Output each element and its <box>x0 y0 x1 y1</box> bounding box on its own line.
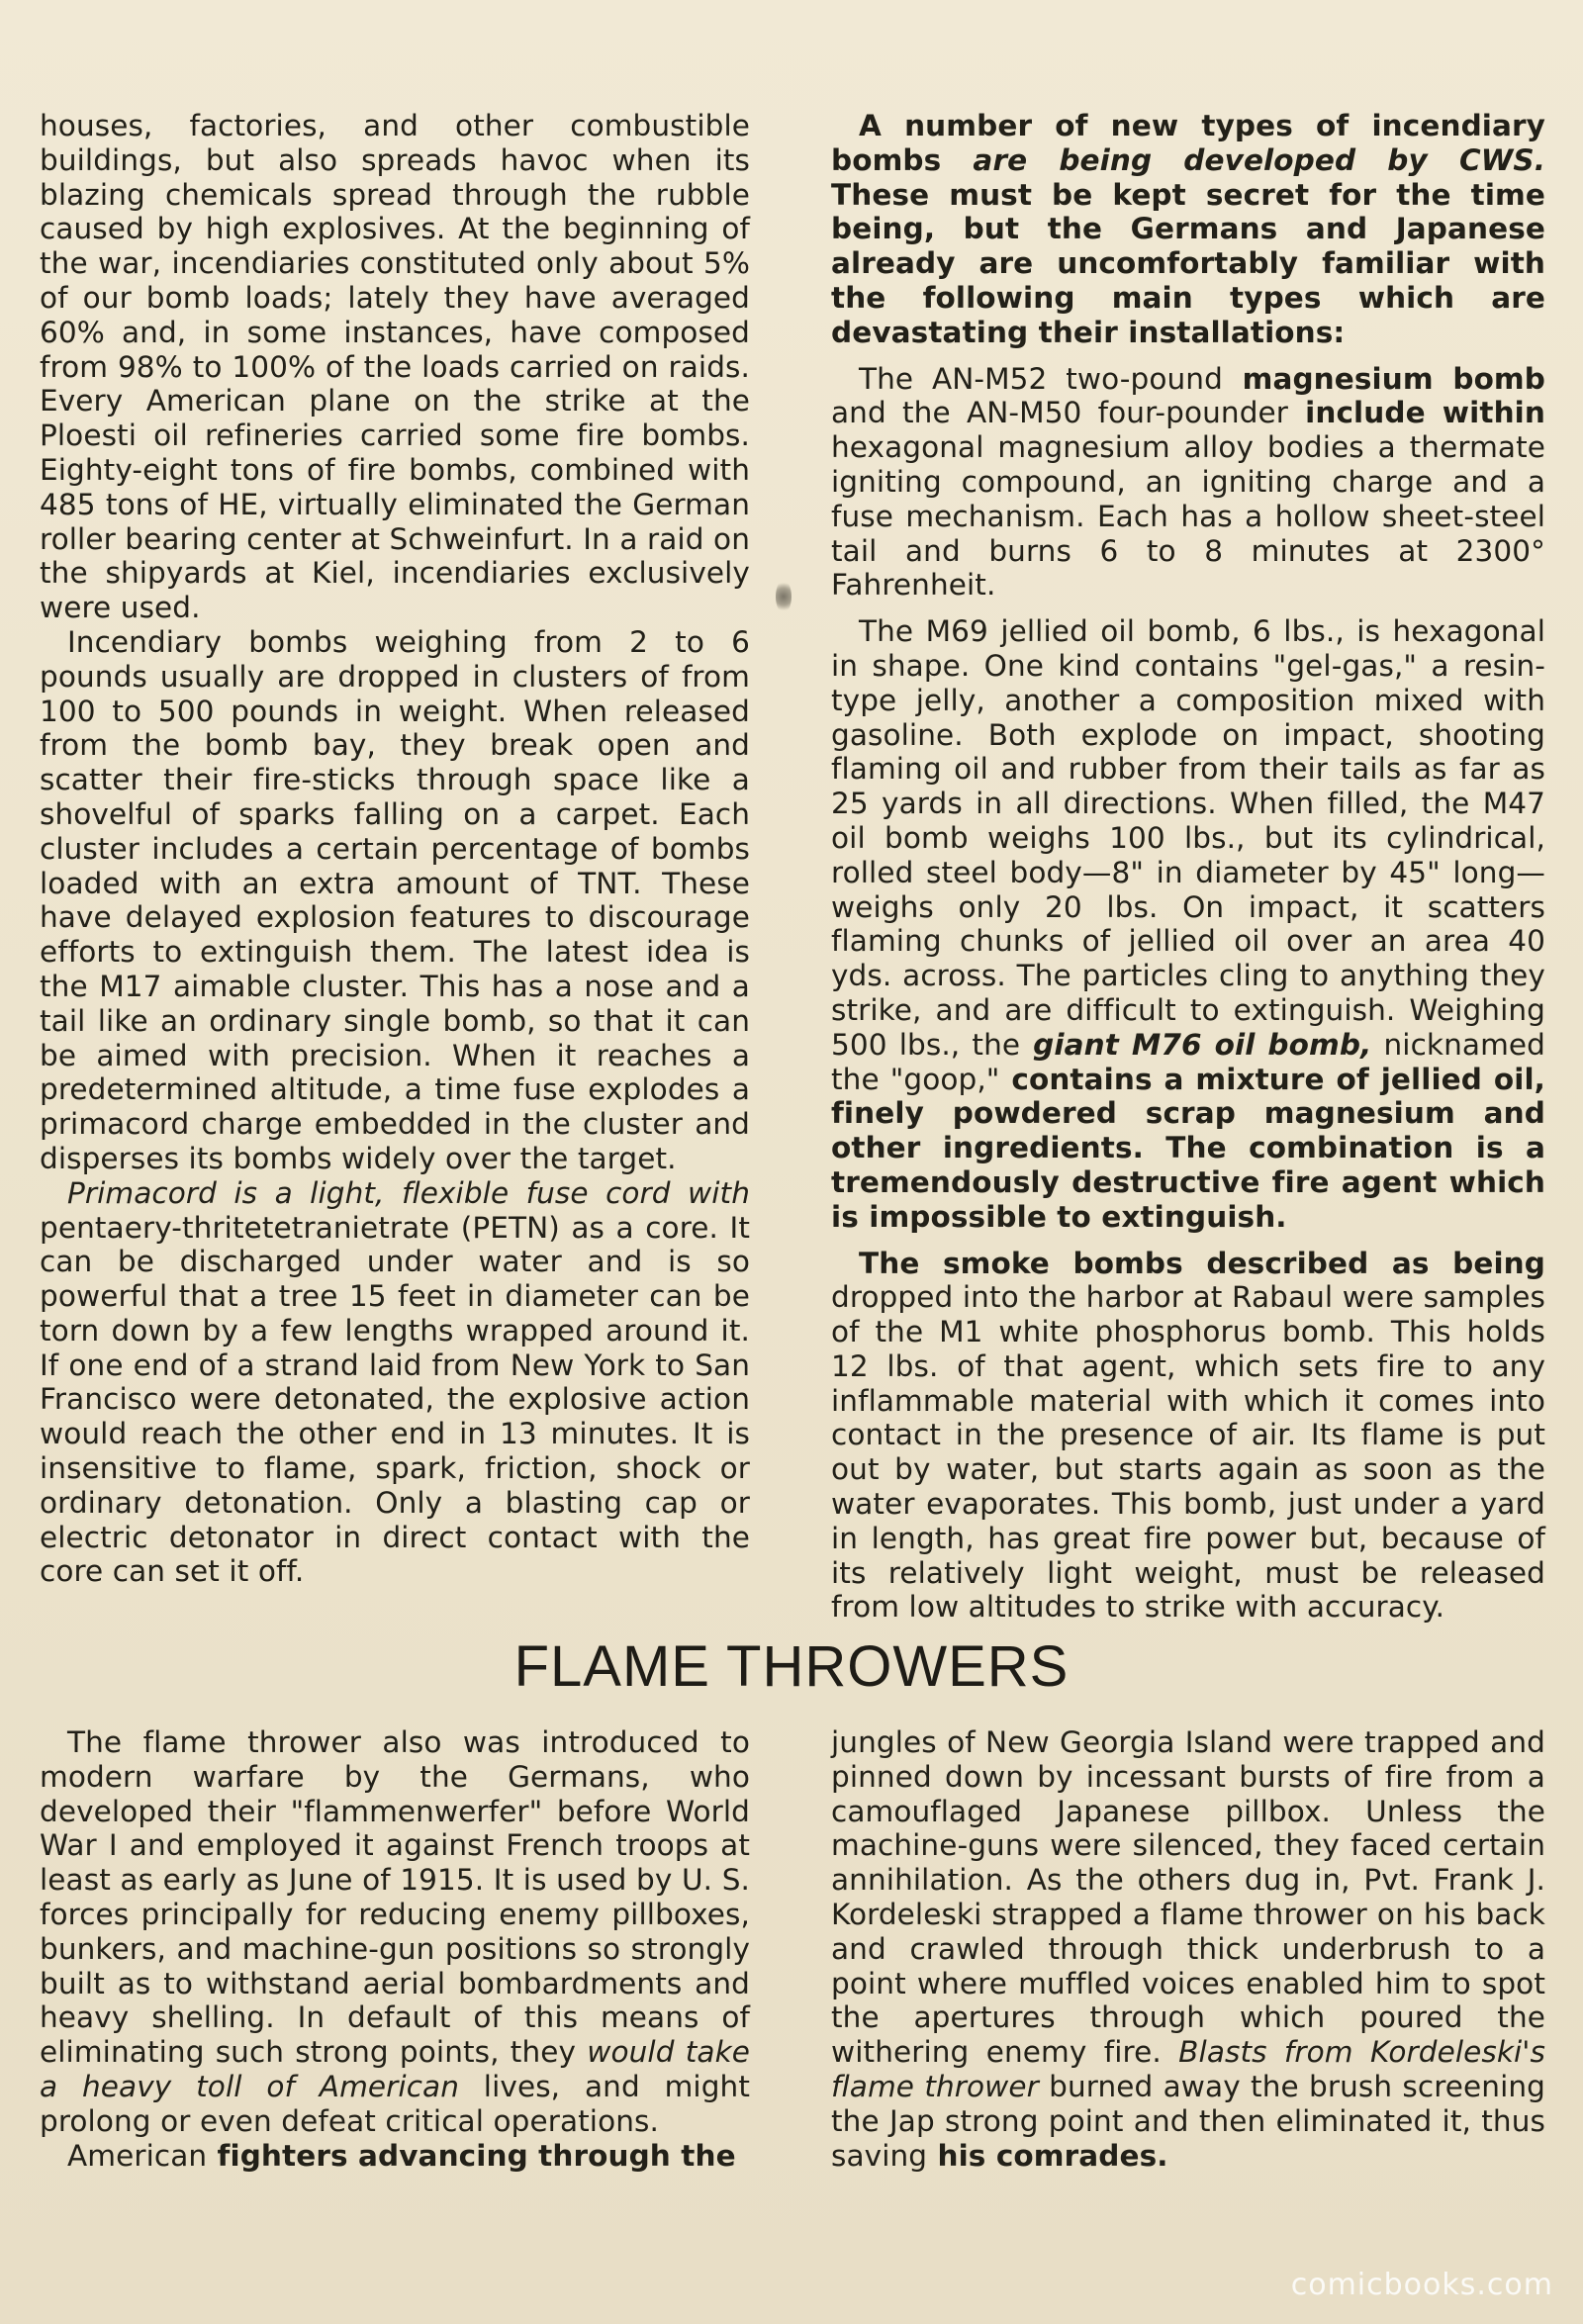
column-bottom-right <box>831 1725 1545 2173</box>
column-top-right <box>831 109 1545 1625</box>
paragraph: houses, factories, and other combustible buildings, but also spreads havoc when its blazing chemicals spread through the rubble caused by high explosives. At the beginning of the war, incendiaries constituted only about 5% of our bomb loads; lately they have averaged 60% and, in some instances, have composed from 98% to 100% of the loads carried on raids. Every American plane on the strike at the Ploesti oil refineries carried some fire bombs. Eighty-eight tons of fire bombs, combined with 485 tons of HE, virtually eliminated the German roller bearing center at Schweinfurt. In a raid on the shipyards at Kiel, incendiaries exclusively were used. <box>40 109 750 625</box>
column-top-left <box>40 109 750 1589</box>
paragraph: jungles of New Georgia Island were trapped and pinned down by incessant bursts of fire from a camouflaged Japanese pillbox. Unless the machine-guns were silenced, they faced certain annihilation. As the others dug in, Pvt. Frank J. Kordeleski strapped a flame thrower on his back and crawled through thick underbrush to a point where muffled voices enabled him to spot the apertures through which poured the withering enemy fire. Blasts from Kordeleski's flame thrower burned away the brush screening the Jap strong point and then eliminated it, thus saving his comrades. <box>831 1725 1545 2173</box>
paragraph: The flame thrower also was introduced to modern warfare by the Germans, who developed their "flammenwerfer" before World War I and employed it against French troops at least as early as June of 1915. It is used by U. S. forces principally for reducing enemy pillboxes, bunkers, and machine-gun positions so strongly built as to withstand aerial bombardments and heavy shelling. In default of this means of eliminating such strong points, they would take a heavy toll of American lives, and might prolong or even defeat critical operations. <box>40 1725 751 2138</box>
paragraph: The smoke bombs described as being dropped into the harbor at Rabaul were samples of the M1 white phosphorus bomb. This holds 12 lbs. of that agent, which sets fire to any inflammable material with which it comes into contact in the presence of air. Its flame is put out by water, but starts again as soon as the water evaporates. This bomb, just under a yard in length, has great fire power but, because of its relatively light weight, must be released from low altitudes to strike with accuracy. <box>831 1246 1545 1625</box>
paragraph: American fighters advancing through the <box>67 2138 736 2173</box>
paragraph: Incendiary bombs weighing from 2 to 6 pounds usually are dropped in clusters of from 100 to 500 pounds in weight. When released from the bomb bay, they break open and scatter their fire-sticks through space like a shovelful of sparks falling on a carpet. Each cluster includes a certain percentage of bombs loaded with an extra amount of TNT. These have delayed explosion features to discourage efforts to extinguish them. The latest idea is the M17 aimable cluster. This has a nose and a tail like an ordinary single bomb, so that it can be aimed with precision. When it reaches a predetermined altitude, a time fuse explodes a primacord charge embedded in the cluster and disperses its bombs widely over the target. <box>40 624 750 1175</box>
watermark: comicbooks.com <box>1290 2268 1553 2302</box>
paragraph: The AN-M52 two-pound magnesium bomb and the AN-M50 four-pounder include within hexagonal magnesium alloy bodies a thermate igniting compound, an igniting charge and a fuse mechanism. Each has a hollow sheet-steel tail and burns 6 to 8 minutes at 2300° Fahrenheit. <box>831 361 1545 603</box>
ink-smudge <box>776 580 792 613</box>
section-heading: FLAME THROWERS <box>513 1634 1070 1699</box>
paragraph: A number of new types of incendiary bombs are being developed by CWS. These must be kept secret for the time being, but the Germans and Japanese already are uncomfortably familiar with the following main types which are devastating their installations: <box>831 109 1545 349</box>
paragraph: The M69 jellied oil bomb, 6 lbs., is hexagonal in shape. One kind contains "gel-gas," a resin-type jelly, another a composition mixed with gasoline. Both explode on impact, shooting flaming oil and rubber from their tails as far as 25 yards in all directions. When filled, the M47 oil bomb weighs 100 lbs., but its cylindrical, rolled steel body—8" in diameter by 45" long—weighs only 20 lbs. On impact, it scatters flaming chunks of jellied oil over an area 40 yds. across. The particles cling to anything they strike, and are difficult to extinguish. Weighing 500 lbs., the giant M76 oil bomb, nicknamed the "goop," contains a mixture of jellied oil, finely powdered scrap magnesium and other ingredients. The combination is a tremendously destructive fire agent which is impossible to extinguish. <box>831 614 1545 1234</box>
paragraph: Primacord is a light, flexible fuse cord with pentaery-thritetetranietrate (PETN) as a core. It can be discharged under water and is so powerful that a tree 15 feet in diameter can be torn down by a few lengths wrapped around it. If one end of a strand laid from New York to San Francisco were detonated, the explosive action would reach the other end in 13 minutes. It is insensitive to flame, spark, friction, shock or ordinary detonation. Only a blasting cap or electric detonator in direct contact with the core can set it off. <box>40 1175 750 1589</box>
column-bottom-left <box>40 1725 750 2173</box>
